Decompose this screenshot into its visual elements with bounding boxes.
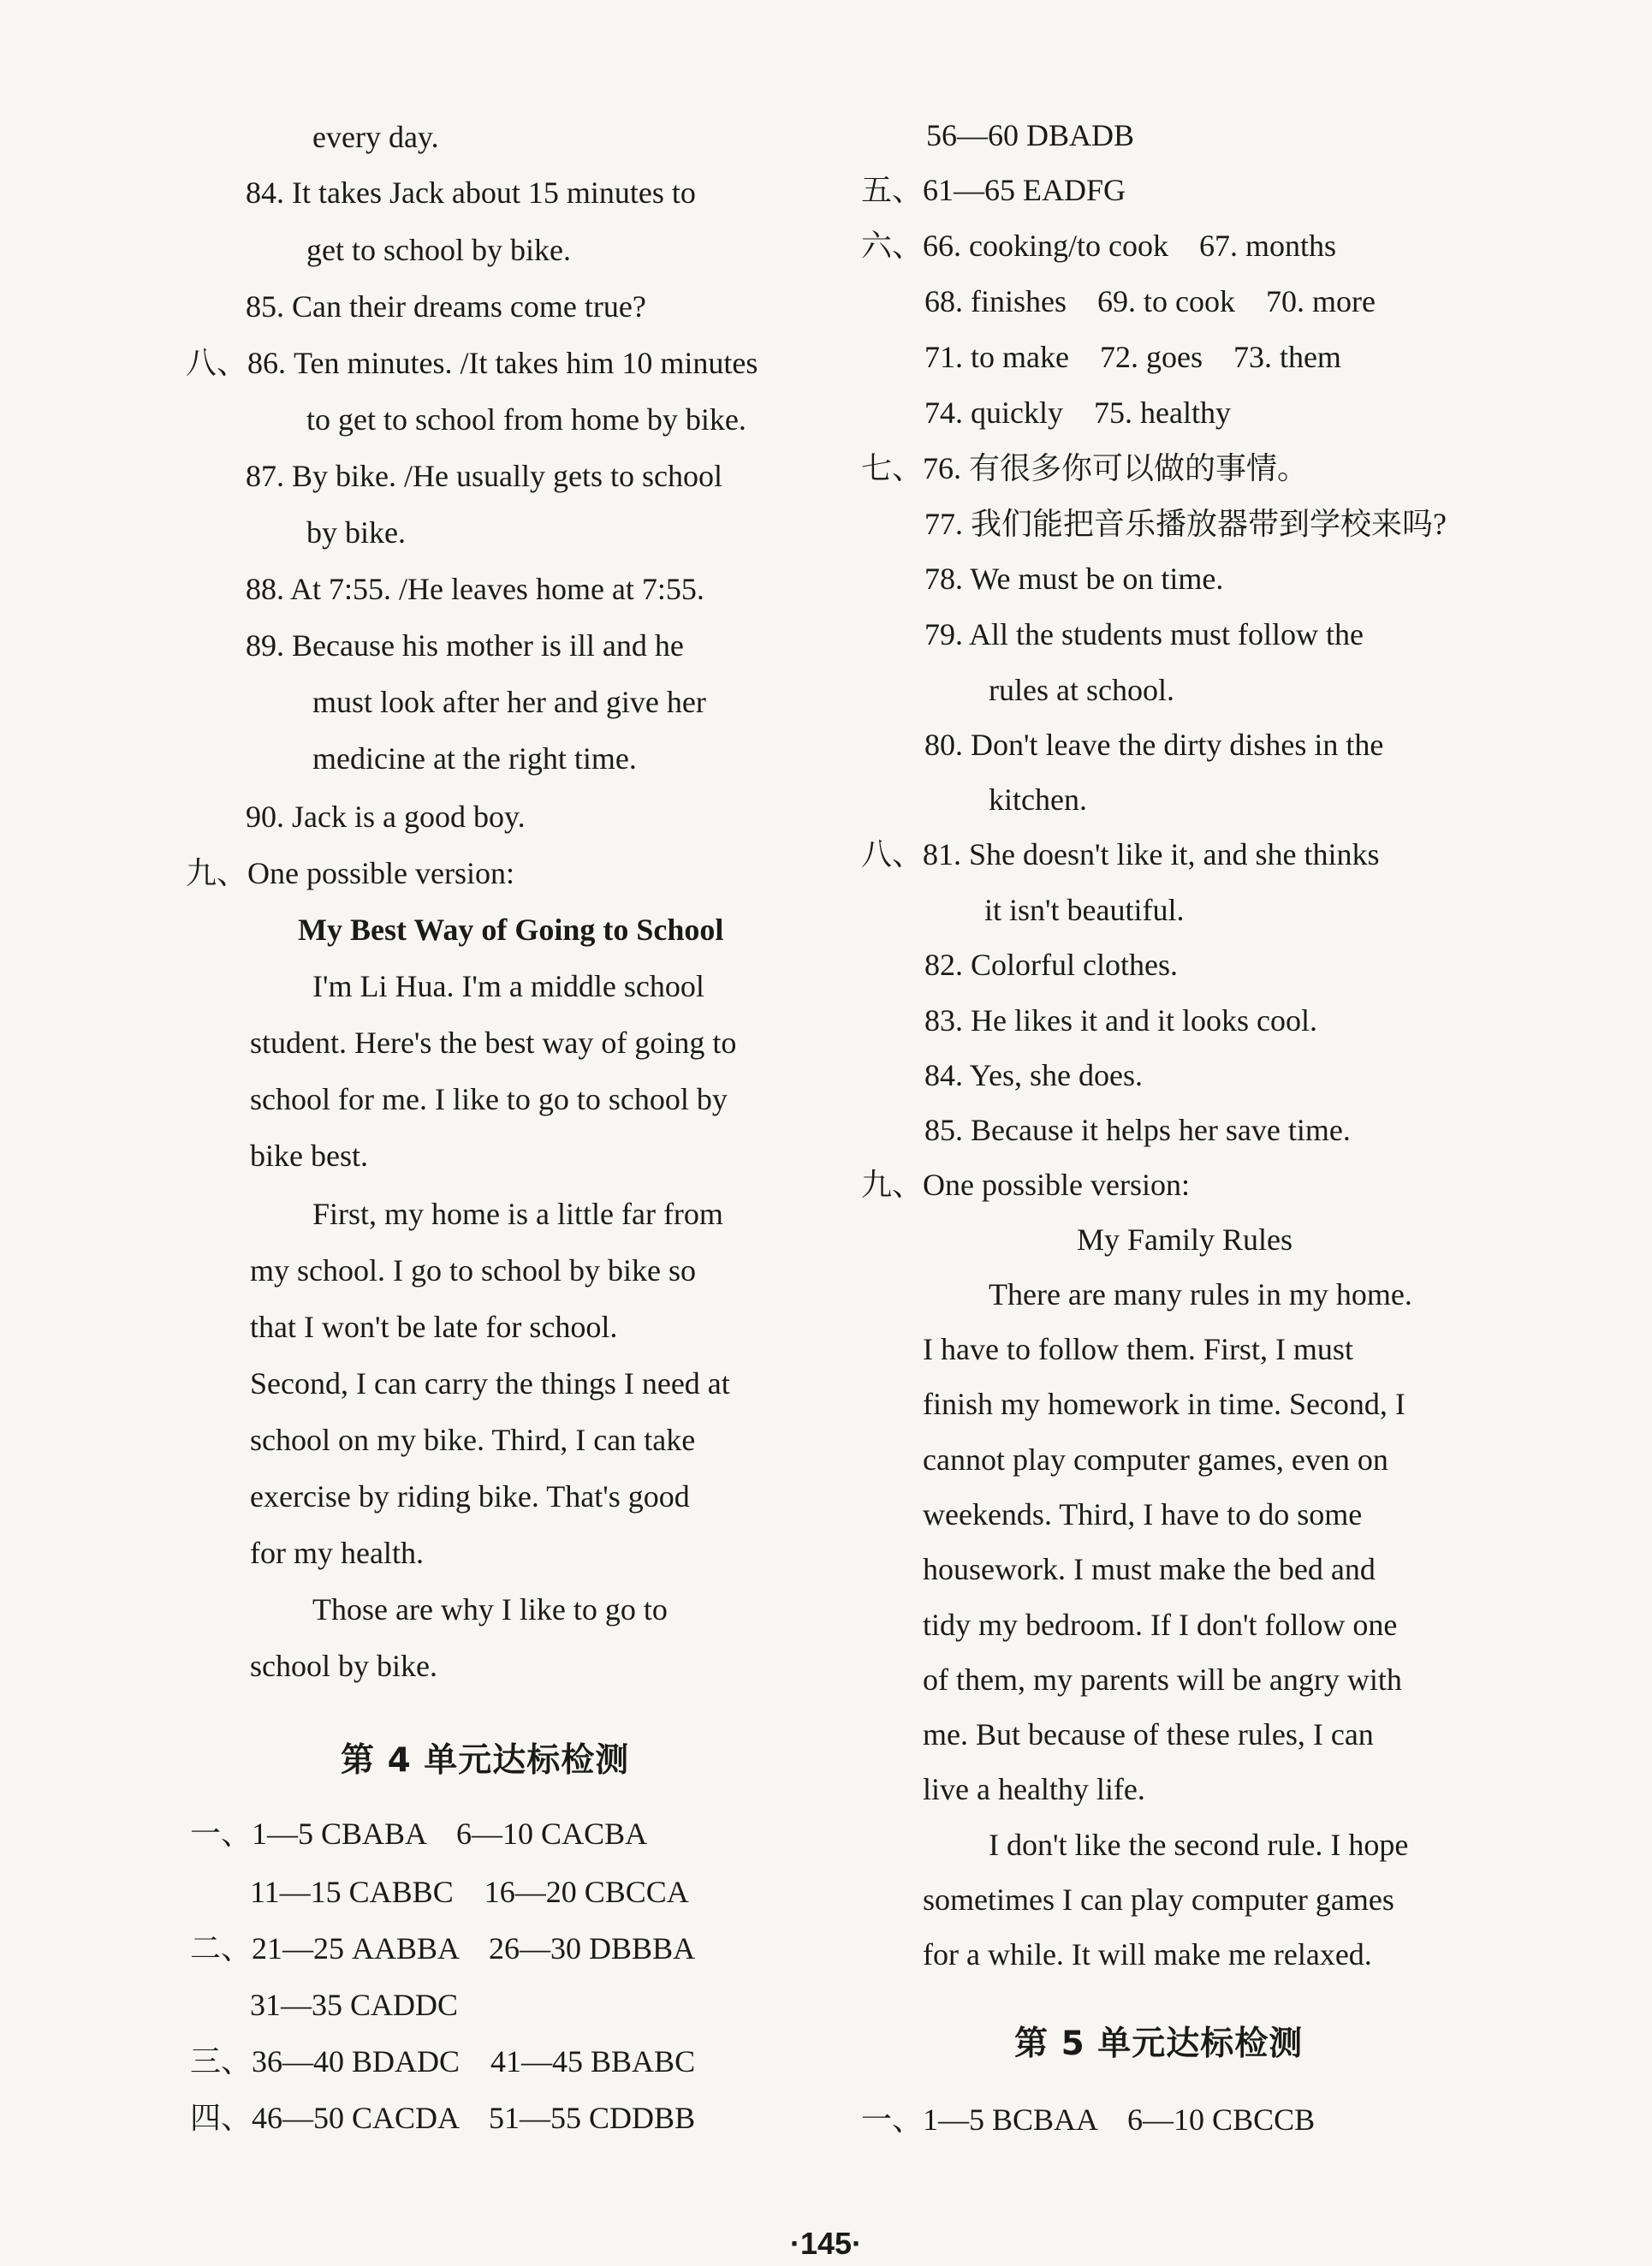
right-essay-line-4: weekends. Third, I have to do some xyxy=(923,1497,1363,1531)
left-essay-line-11: Those are why I like to go to xyxy=(312,1592,668,1627)
right-essay-line-0: There are many rules in my home. xyxy=(989,1277,1412,1311)
right-essay-line-8: me. But because of these rules, I can xyxy=(923,1717,1374,1752)
unit4-line-2: 二、21—25 AABBA 26—30 DBBBA xyxy=(190,1931,696,1966)
left-line-5: to get to school from home by bike. xyxy=(306,402,746,437)
right-essay-line-6: tidy my bedroom. If I don't follow one xyxy=(923,1608,1398,1642)
left-line-6: 87. By bike. /He usually gets to school xyxy=(246,459,722,493)
right-line-17: 84. Yes, she does. xyxy=(924,1058,1144,1092)
left-essay-title: My Best Way of Going to School xyxy=(298,913,724,947)
unit4-heading: 第 4 单元达标检测 xyxy=(341,1741,630,1780)
right-line-6: 七、76. 有很多你可以做的事情。 xyxy=(861,451,1309,485)
unit4-line-0: 一、1—5 CBABA 6—10 CACBA xyxy=(190,1817,648,1851)
right-line-1: 五、61—65 EADFG xyxy=(861,173,1126,207)
left-essay-line-2: school for me. I like to go to school by xyxy=(250,1082,728,1116)
left-essay-line-6: that I won't be late for school. xyxy=(250,1310,618,1344)
right-essay-line-11: sometimes I can play computer games xyxy=(923,1882,1394,1917)
right-line-5: 74. quickly 75. healthy xyxy=(924,396,1231,430)
right-line-9: 79. All the students must follow the xyxy=(924,617,1364,651)
left-essay-line-9: exercise by riding bike. That's good xyxy=(250,1479,690,1514)
right-line-7: 77. 我们能把音乐播放器带到学校来吗? xyxy=(924,507,1447,541)
right-essay-line-5: housework. I must make the bed and xyxy=(923,1552,1376,1586)
right-essay-line-1: I have to follow them. First, I must xyxy=(923,1332,1353,1366)
right-line-11: 80. Don't leave the dirty dishes in the xyxy=(924,728,1384,762)
unit5-line-0: 一、1—5 BCBAA 6—10 CBCCB xyxy=(861,2102,1316,2137)
unit4-line-1: 11—15 CABBC 16—20 CBCCA xyxy=(250,1875,689,1909)
left-essay-line-10: for my health. xyxy=(250,1536,424,1570)
right-essay-line-3: cannot play computer games, even on xyxy=(923,1442,1388,1477)
unit4-line-3: 31—35 CADDC xyxy=(250,1988,459,2022)
left-line-1: 84. It takes Jack about 15 minutes to xyxy=(246,175,696,210)
left-line-2: get to school by bike. xyxy=(306,233,571,267)
right-line-13: 八、81. She doesn't like it, and she thinks xyxy=(861,837,1380,871)
left-line-7: by bike. xyxy=(306,515,406,550)
left-essay-line-8: school on my bike. Third, I can take xyxy=(250,1423,696,1457)
right-line-18: 85. Because it helps her save time. xyxy=(924,1113,1351,1147)
left-line-3: 85. Can their dreams come true? xyxy=(246,289,646,324)
left-line-13: 九、One possible version: xyxy=(186,856,514,890)
right-line-16: 83. He likes it and it looks cool. xyxy=(924,1003,1317,1038)
right-line-2: 六、66. cooking/to cook 67. months xyxy=(861,229,1336,263)
left-essay-line-3: bike best. xyxy=(250,1139,368,1173)
right-line-0: 56—60 DBADB xyxy=(926,118,1135,152)
unit4-line-4: 三、36—40 BDADC 41—45 BBABC xyxy=(190,2044,696,2079)
page-number: ·145· xyxy=(789,2226,863,2261)
left-line-10: must look after her and give her xyxy=(312,685,706,719)
unit5-heading: 第 5 单元达标检测 xyxy=(1014,2025,1304,2063)
left-line-11: medicine at the right time. xyxy=(312,741,637,776)
left-line-9: 89. Because his mother is ill and he xyxy=(246,628,684,663)
left-essay-line-0: I'm Li Hua. I'm a middle school xyxy=(312,969,704,1003)
right-essay-line-7: of them, my parents will be angry with xyxy=(923,1662,1402,1697)
right-essay-line-12: for a while. It will make me relaxed. xyxy=(923,1937,1372,1972)
left-essay-line-7: Second, I can carry the things I need at xyxy=(250,1366,730,1401)
unit4-line-5: 四、46—50 CACDA 51—55 CDDBB xyxy=(190,2101,696,2135)
left-essay-line-5: my school. I go to school by bike so xyxy=(250,1253,696,1288)
left-line-0: every day. xyxy=(312,120,439,154)
right-line-4: 71. to make 72. goes 73. them xyxy=(924,340,1341,374)
right-line-15: 82. Colorful clothes. xyxy=(924,948,1178,982)
right-essay-title: My Family Rules xyxy=(1077,1222,1293,1257)
left-essay-line-4: First, my home is a little far from xyxy=(312,1197,723,1231)
right-line-8: 78. We must be on time. xyxy=(924,562,1224,596)
right-line-19: 九、One possible version: xyxy=(861,1168,1190,1202)
right-line-12: kitchen. xyxy=(989,782,1087,817)
left-line-12: 90. Jack is a good boy. xyxy=(246,800,526,834)
right-line-10: rules at school. xyxy=(989,673,1174,707)
right-essay-line-10: I don't like the second rule. I hope xyxy=(989,1828,1409,1862)
right-essay-line-2: finish my homework in time. Second, I xyxy=(923,1387,1405,1421)
left-essay-line-12: school by bike. xyxy=(250,1649,437,1683)
left-line-8: 88. At 7:55. /He leaves home at 7:55. xyxy=(246,572,704,606)
right-line-3: 68. finishes 69. to cook 70. more xyxy=(924,284,1376,318)
left-essay-line-1: student. Here's the best way of going to xyxy=(250,1026,737,1060)
left-line-4: 八、86. Ten minutes. /It takes him 10 minutes xyxy=(186,346,758,380)
right-essay-line-9: live a healthy life. xyxy=(923,1772,1145,1806)
right-line-14: it isn't beautiful. xyxy=(984,893,1185,927)
